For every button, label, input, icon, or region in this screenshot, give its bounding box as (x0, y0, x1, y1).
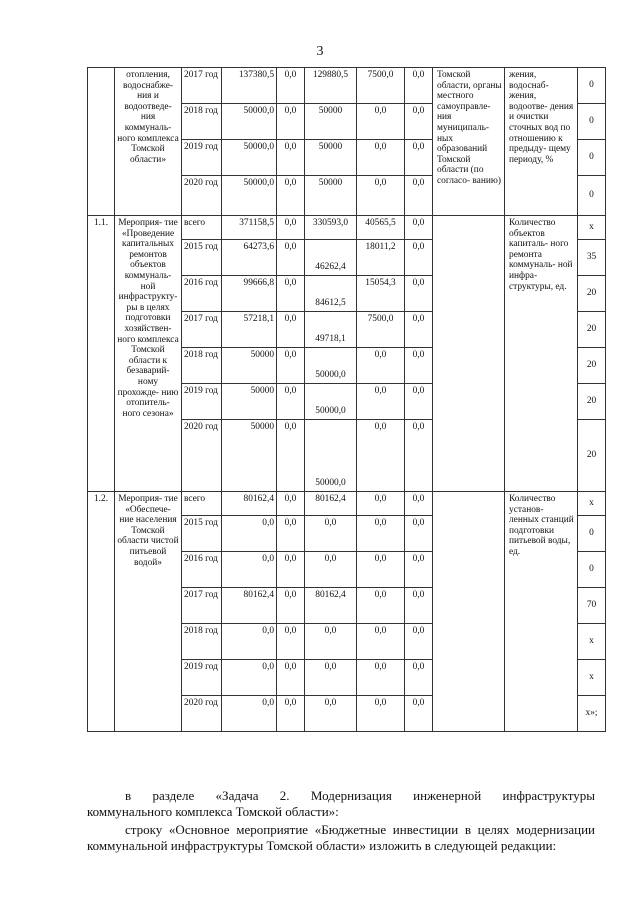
regional-cell: 330593,0 (305, 216, 357, 240)
local-cell: 15054,3 (357, 276, 405, 312)
indicator-value: x (578, 216, 606, 240)
indicator-value: 70 (578, 588, 606, 624)
total-cell: 50000,0 (222, 140, 277, 176)
federal-cell: 0,0 (277, 68, 305, 104)
total-cell: 137380,5 (222, 68, 277, 104)
regional-cell: 50000,0 (305, 348, 357, 384)
executor-cell (433, 216, 505, 492)
year-cell: всего (182, 216, 222, 240)
local-cell: 0,0 (357, 624, 405, 660)
indicator-value: 20 (578, 312, 606, 348)
total-cell: 50000,0 (222, 104, 277, 140)
extra-cell: 0,0 (405, 384, 433, 420)
section-reference-line1: в разделе «Задача 2. Модернизация инженерной инфраструктуры (125, 788, 595, 803)
extra-cell: 0,0 (405, 176, 433, 216)
federal-cell: 0,0 (277, 660, 305, 696)
year-cell: 2018 год (182, 624, 222, 660)
federal-cell: 0,0 (277, 104, 305, 140)
page-number: 3 (316, 44, 324, 59)
year-cell: 2019 год (182, 140, 222, 176)
table-row (88, 68, 606, 104)
extra-cell: 0,0 (405, 104, 433, 140)
year-cell: 2016 год (182, 276, 222, 312)
total-cell: 80162,4 (222, 588, 277, 624)
total-cell: 64273,6 (222, 240, 277, 276)
federal-cell: 0,0 (277, 348, 305, 384)
extra-cell: 0,0 (405, 696, 433, 732)
table-row (88, 216, 606, 240)
federal-cell: 0,0 (277, 552, 305, 588)
section-reference-line2: коммунального комплекса Томской области»: (87, 804, 339, 819)
year-cell: 2015 год (182, 240, 222, 276)
total-cell: 50000,0 (222, 176, 277, 216)
indicator-name: Количество установ- ленных станций подготовки питьевой воды, ед. (505, 492, 578, 732)
year-cell: 2018 год (182, 348, 222, 384)
total-cell: 0,0 (222, 660, 277, 696)
regional-cell: 0,0 (305, 696, 357, 732)
local-cell: 18011,2 (357, 240, 405, 276)
regional-cell: 50000 (305, 176, 357, 216)
instruction-line2: коммунальной инфраструктуры Томской области» изложить в следующей редакции: (87, 838, 557, 853)
indicator-value: 20 (578, 276, 606, 312)
indicator-value: 35 (578, 240, 606, 276)
regional-cell: 50000,0 (305, 384, 357, 420)
extra-cell: 0,0 (405, 588, 433, 624)
total-cell: 50000 (222, 384, 277, 420)
year-cell: 2016 год (182, 552, 222, 588)
indicator-name: Количество объектов капиталь- ного ремонта коммуналь- ной инфра- структуры, ед. (505, 216, 578, 492)
indicator-name: жения, водоснаб- жения, водоотве- дения и очистки сточных вод по отношению к предыду- щему периоду, % (505, 68, 578, 216)
table-row (88, 492, 606, 516)
federal-cell: 0,0 (277, 492, 305, 516)
year-cell: 2018 год (182, 104, 222, 140)
federal-cell: 0,0 (277, 216, 305, 240)
indicator-value: 0 (578, 140, 606, 176)
extra-cell: 0,0 (405, 140, 433, 176)
total-cell: 0,0 (222, 552, 277, 588)
federal-cell: 0,0 (277, 140, 305, 176)
indicator-value: 0 (578, 176, 606, 216)
extra-cell: 0,0 (405, 624, 433, 660)
local-cell: 0,0 (357, 660, 405, 696)
row-number: 1.1. (88, 216, 115, 492)
row-number (88, 68, 115, 216)
extra-cell: 0,0 (405, 348, 433, 384)
regional-cell: 129880,5 (305, 68, 357, 104)
local-cell: 0,0 (357, 492, 405, 516)
regional-cell: 84612,5 (305, 276, 357, 312)
local-cell: 7500,0 (357, 312, 405, 348)
federal-cell: 0,0 (277, 384, 305, 420)
regional-cell: 0,0 (305, 624, 357, 660)
extra-cell: 0,0 (405, 552, 433, 588)
federal-cell: 0,0 (277, 516, 305, 552)
instruction-line1: строку «Основное мероприятие «Бюджетные инвестиции в целях модернизации (125, 822, 595, 837)
indicator-value: 0 (578, 552, 606, 588)
indicator-value: x (578, 660, 606, 696)
local-cell: 0,0 (357, 588, 405, 624)
indicator-value: 20 (578, 348, 606, 384)
federal-cell: 0,0 (277, 312, 305, 348)
federal-cell: 0,0 (277, 276, 305, 312)
indicator-value: 0 (578, 516, 606, 552)
year-cell: 2020 год (182, 696, 222, 732)
regional-cell: 50000,0 (305, 420, 357, 492)
extra-cell: 0,0 (405, 492, 433, 516)
local-cell: 0,0 (357, 420, 405, 492)
indicator-value: 20 (578, 384, 606, 420)
local-cell: 0,0 (357, 176, 405, 216)
executor-cell (433, 492, 505, 732)
local-cell: 0,0 (357, 384, 405, 420)
local-cell: 40565,5 (357, 216, 405, 240)
total-cell: 0,0 (222, 624, 277, 660)
local-cell: 0,0 (357, 140, 405, 176)
row-number: 1.2. (88, 492, 115, 732)
extra-cell: 0,0 (405, 660, 433, 696)
regional-cell: 0,0 (305, 516, 357, 552)
federal-cell: 0,0 (277, 696, 305, 732)
regional-cell: 80162,4 (305, 588, 357, 624)
year-cell: всего (182, 492, 222, 516)
indicator-value: x (578, 492, 606, 516)
local-cell: 0,0 (357, 348, 405, 384)
indicator-value: x»; (578, 696, 606, 732)
local-cell: 7500,0 (357, 68, 405, 104)
regional-cell: 49718,1 (305, 312, 357, 348)
total-cell: 99666,8 (222, 276, 277, 312)
total-cell: 371158,5 (222, 216, 277, 240)
total-cell: 0,0 (222, 516, 277, 552)
federal-cell: 0,0 (277, 420, 305, 492)
program-table (87, 67, 605, 732)
local-cell: 0,0 (357, 552, 405, 588)
regional-cell: 0,0 (305, 552, 357, 588)
year-cell: 2019 год (182, 384, 222, 420)
regional-cell: 50000 (305, 140, 357, 176)
executor-cell: Томской области, органы местного самоуправле- ния муниципаль- ных образований Томской области (по согласо- ванию) (433, 68, 505, 216)
year-cell: 2017 год (182, 312, 222, 348)
indicator-value: 20 (578, 420, 606, 492)
local-cell: 0,0 (357, 104, 405, 140)
year-cell: 2019 год (182, 660, 222, 696)
regional-cell: 0,0 (305, 660, 357, 696)
total-cell: 50000 (222, 420, 277, 492)
local-cell: 0,0 (357, 516, 405, 552)
total-cell: 50000 (222, 348, 277, 384)
extra-cell: 0,0 (405, 312, 433, 348)
year-cell: 2020 год (182, 176, 222, 216)
regional-cell: 80162,4 (305, 492, 357, 516)
total-cell: 80162,4 (222, 492, 277, 516)
activity-name: отопления, водоснабже- ния и водоотведе- ния коммуналь- ного комплекса Томской области» (115, 68, 182, 216)
year-cell: 2020 год (182, 420, 222, 492)
extra-cell: 0,0 (405, 516, 433, 552)
extra-cell: 0,0 (405, 420, 433, 492)
total-cell: 57218,1 (222, 312, 277, 348)
extra-cell: 0,0 (405, 216, 433, 240)
year-cell: 2015 год (182, 516, 222, 552)
indicator-value: 0 (578, 68, 606, 104)
extra-cell: 0,0 (405, 68, 433, 104)
total-cell: 0,0 (222, 696, 277, 732)
activity-name: Мероприя- тие «Обеспече- ние населения Томской области чистой питьевой водой» (115, 492, 182, 732)
extra-cell: 0,0 (405, 276, 433, 312)
indicator-value: x (578, 624, 606, 660)
regional-cell: 50000 (305, 104, 357, 140)
federal-cell: 0,0 (277, 624, 305, 660)
federal-cell: 0,0 (277, 240, 305, 276)
indicator-value: 0 (578, 104, 606, 140)
federal-cell: 0,0 (277, 588, 305, 624)
extra-cell: 0,0 (405, 240, 433, 276)
federal-cell: 0,0 (277, 176, 305, 216)
regional-cell: 46262,4 (305, 240, 357, 276)
local-cell: 0,0 (357, 696, 405, 732)
year-cell: 2017 год (182, 588, 222, 624)
activity-name: Мероприя- тие «Проведение капитальных ремонтов объектов коммуналь- ной инфраструкту- ры в целях подготовки хозяйствен- ного комплекса Томской области к безаварий- ному прохожде- нию отопитель- ного сезона» (115, 216, 182, 492)
year-cell: 2017 год (182, 68, 222, 104)
